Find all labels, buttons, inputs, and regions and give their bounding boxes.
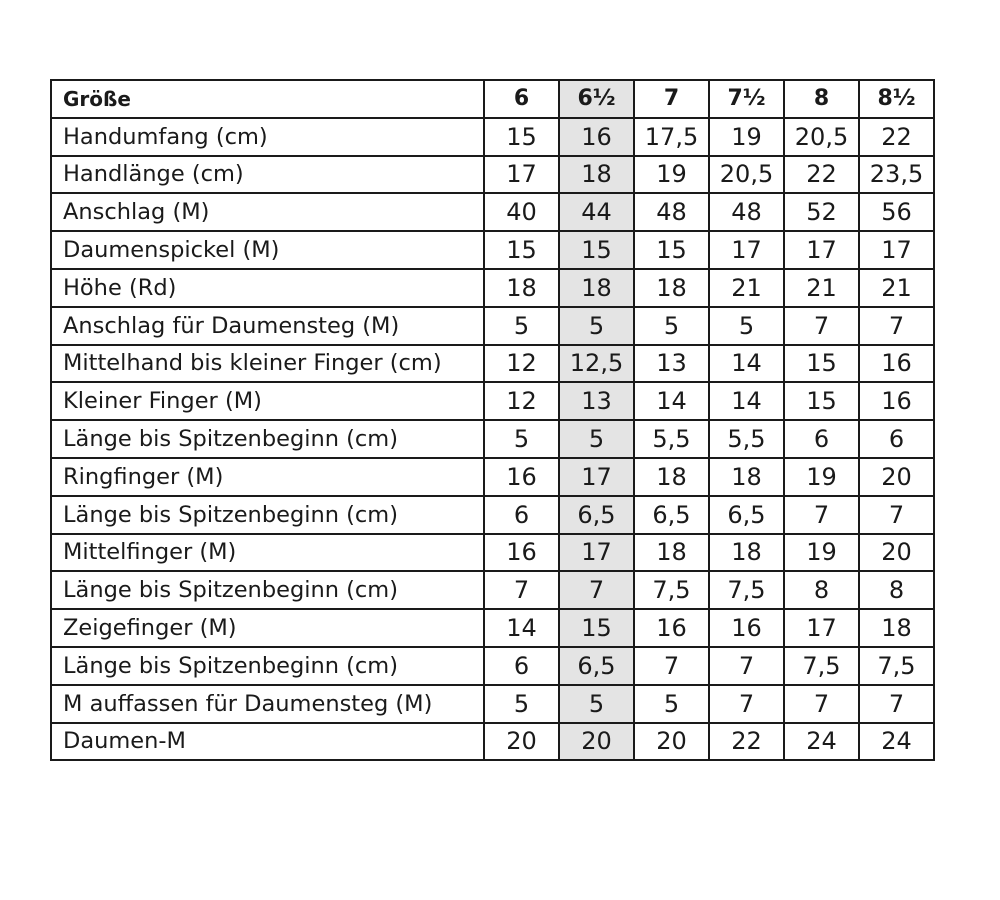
table-row — [51, 685, 934, 723]
row-label: Länge bis Spitzenbeginn (cm) — [51, 571, 484, 609]
row-label: Daumenspickel (M) — [51, 231, 484, 269]
value-cell-highlighted: 7 — [559, 571, 634, 609]
value-cell: 5 — [484, 685, 559, 723]
value-cell: 16 — [859, 382, 934, 420]
value-cell: 18 — [634, 269, 709, 307]
value-cell: 7,5 — [784, 647, 859, 685]
value-cell: 22 — [784, 156, 859, 194]
value-cell: 7 — [859, 307, 934, 345]
value-cell-highlighted: 15 — [559, 609, 634, 647]
value-cell: 16 — [859, 345, 934, 383]
table-row — [51, 269, 934, 307]
value-cell-highlighted: 5 — [559, 307, 634, 345]
value-cell-highlighted: 6,5 — [559, 647, 634, 685]
value-cell: 7 — [709, 647, 784, 685]
value-cell-highlighted: 5 — [559, 420, 634, 458]
value-cell: 16 — [484, 534, 559, 572]
value-cell: 19 — [784, 534, 859, 572]
table-row — [51, 382, 934, 420]
value-cell-highlighted: 18 — [559, 156, 634, 194]
value-cell: 6 — [484, 496, 559, 534]
value-cell-highlighted: 15 — [559, 231, 634, 269]
value-cell: 5 — [709, 307, 784, 345]
value-cell: 14 — [709, 382, 784, 420]
value-cell-highlighted: 20 — [559, 723, 634, 761]
value-cell: 19 — [709, 118, 784, 156]
value-cell: 7 — [784, 496, 859, 534]
value-cell: 18 — [634, 458, 709, 496]
value-cell: 22 — [859, 118, 934, 156]
value-cell: 14 — [634, 382, 709, 420]
value-cell: 7 — [784, 685, 859, 723]
value-cell: 16 — [634, 609, 709, 647]
value-cell: 15 — [784, 382, 859, 420]
value-cell: 5,5 — [634, 420, 709, 458]
value-cell: 6,5 — [634, 496, 709, 534]
size-header: 7 — [634, 80, 709, 118]
value-cell: 15 — [634, 231, 709, 269]
value-cell: 7 — [784, 307, 859, 345]
value-cell: 40 — [484, 193, 559, 231]
value-cell: 20 — [634, 723, 709, 761]
row-label: Länge bis Spitzenbeginn (cm) — [51, 420, 484, 458]
size-header: 7½ — [709, 80, 784, 118]
row-label: Mittelfinger (M) — [51, 534, 484, 572]
value-cell: 7 — [484, 571, 559, 609]
value-cell: 5 — [634, 685, 709, 723]
row-label: Länge bis Spitzenbeginn (cm) — [51, 496, 484, 534]
value-cell: 18 — [634, 534, 709, 572]
size-header: 8 — [784, 80, 859, 118]
value-cell-highlighted: 17 — [559, 458, 634, 496]
value-cell-highlighted: 13 — [559, 382, 634, 420]
value-cell-highlighted: 44 — [559, 193, 634, 231]
table-row — [51, 193, 934, 231]
value-cell: 20 — [859, 534, 934, 572]
value-cell: 17,5 — [634, 118, 709, 156]
value-cell-highlighted: 16 — [559, 118, 634, 156]
value-cell: 5 — [634, 307, 709, 345]
table-row — [51, 118, 934, 156]
value-cell: 18 — [709, 458, 784, 496]
table-row — [51, 420, 934, 458]
table-body — [51, 118, 934, 761]
row-label: Länge bis Spitzenbeginn (cm) — [51, 647, 484, 685]
value-cell: 15 — [484, 231, 559, 269]
value-cell-highlighted: 5 — [559, 685, 634, 723]
value-cell: 16 — [484, 458, 559, 496]
table-row — [51, 647, 934, 685]
value-cell: 17 — [784, 231, 859, 269]
value-cell: 8 — [859, 571, 934, 609]
value-cell: 7 — [634, 647, 709, 685]
value-cell: 20,5 — [784, 118, 859, 156]
value-cell: 56 — [859, 193, 934, 231]
header-row — [51, 80, 934, 118]
value-cell: 15 — [784, 345, 859, 383]
value-cell: 12 — [484, 382, 559, 420]
value-cell: 8 — [784, 571, 859, 609]
table-row — [51, 723, 934, 761]
row-label: Zeigefinger (M) — [51, 609, 484, 647]
value-cell: 5,5 — [709, 420, 784, 458]
row-label: Handumfang (cm) — [51, 118, 484, 156]
value-cell: 21 — [784, 269, 859, 307]
value-cell: 21 — [859, 269, 934, 307]
value-cell: 18 — [484, 269, 559, 307]
value-cell: 16 — [709, 609, 784, 647]
value-cell: 6 — [784, 420, 859, 458]
value-cell: 20 — [484, 723, 559, 761]
table-row — [51, 307, 934, 345]
value-cell: 23,5 — [859, 156, 934, 194]
value-cell-highlighted: 18 — [559, 269, 634, 307]
table-row — [51, 345, 934, 383]
value-cell: 22 — [709, 723, 784, 761]
table-row — [51, 496, 934, 534]
size-header: 8½ — [859, 80, 934, 118]
table-row — [51, 156, 934, 194]
value-cell: 6 — [859, 420, 934, 458]
row-label: Anschlag (M) — [51, 193, 484, 231]
value-cell: 17 — [859, 231, 934, 269]
row-label: Handlänge (cm) — [51, 156, 484, 194]
value-cell: 6,5 — [709, 496, 784, 534]
value-cell: 5 — [484, 420, 559, 458]
table-row — [51, 534, 934, 572]
value-cell-highlighted: 12,5 — [559, 345, 634, 383]
row-label: Höhe (Rd) — [51, 269, 484, 307]
value-cell: 18 — [859, 609, 934, 647]
value-cell: 24 — [784, 723, 859, 761]
value-cell: 17 — [784, 609, 859, 647]
value-cell: 7,5 — [709, 571, 784, 609]
value-cell: 12 — [484, 345, 559, 383]
row-label: Ringfinger (M) — [51, 458, 484, 496]
value-cell: 19 — [784, 458, 859, 496]
value-cell: 15 — [484, 118, 559, 156]
row-label: Daumen-M — [51, 723, 484, 761]
value-cell: 20 — [859, 458, 934, 496]
value-cell-highlighted: 17 — [559, 534, 634, 572]
table-row — [51, 571, 934, 609]
size-table — [50, 79, 935, 761]
value-cell: 7 — [859, 496, 934, 534]
table-row — [51, 458, 934, 496]
row-label: Kleiner Finger (M) — [51, 382, 484, 420]
table-row — [51, 609, 934, 647]
value-cell: 17 — [484, 156, 559, 194]
value-cell: 18 — [709, 534, 784, 572]
row-label: Anschlag für Daumensteg (M) — [51, 307, 484, 345]
value-cell: 7 — [709, 685, 784, 723]
size-header: 6 — [484, 80, 559, 118]
value-cell: 20,5 — [709, 156, 784, 194]
value-cell: 7,5 — [634, 571, 709, 609]
value-cell: 14 — [709, 345, 784, 383]
value-cell: 19 — [634, 156, 709, 194]
table-row — [51, 231, 934, 269]
value-cell-highlighted: 6,5 — [559, 496, 634, 534]
value-cell: 21 — [709, 269, 784, 307]
header-label: Größe — [51, 80, 484, 118]
value-cell: 6 — [484, 647, 559, 685]
value-cell: 13 — [634, 345, 709, 383]
value-cell: 52 — [784, 193, 859, 231]
value-cell: 17 — [709, 231, 784, 269]
row-label: Mittelhand bis kleiner Finger (cm) — [51, 345, 484, 383]
value-cell: 48 — [634, 193, 709, 231]
row-label: M auffassen für Daumensteg (M) — [51, 685, 484, 723]
value-cell: 24 — [859, 723, 934, 761]
size-header-highlighted: 6½ — [559, 80, 634, 118]
value-cell: 7 — [859, 685, 934, 723]
value-cell: 48 — [709, 193, 784, 231]
value-cell: 5 — [484, 307, 559, 345]
value-cell: 7,5 — [859, 647, 934, 685]
value-cell: 14 — [484, 609, 559, 647]
